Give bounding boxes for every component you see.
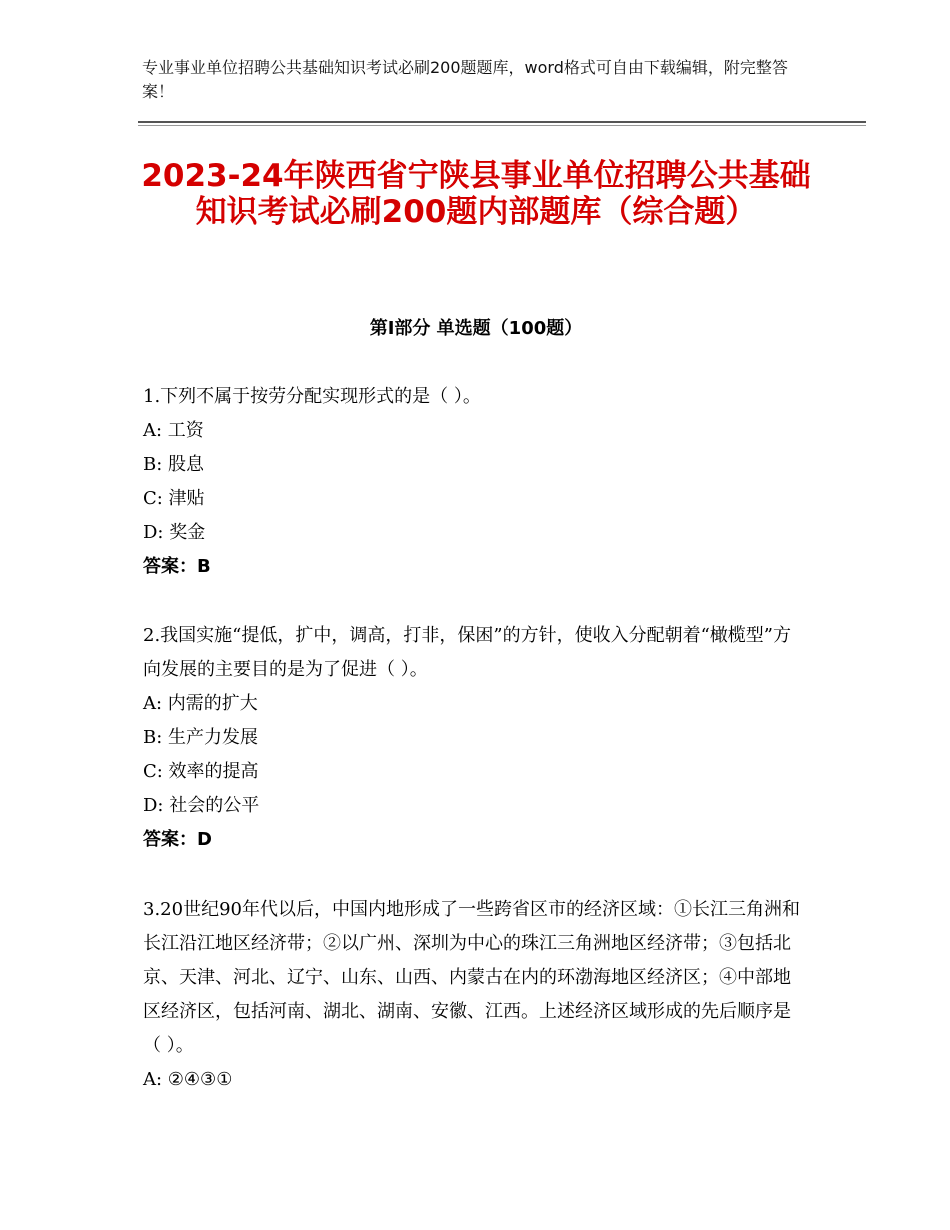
question-3 bbox=[143, 893, 808, 1097]
answer: 答案：D bbox=[143, 829, 212, 850]
answer: 答案：B bbox=[143, 556, 211, 577]
question-1 bbox=[143, 380, 808, 584]
header-divider bbox=[138, 121, 866, 123]
section-title: 第Ⅰ部分 单选题（100题） bbox=[369, 318, 583, 339]
option-b: B: 生产力发展 bbox=[143, 727, 259, 748]
question-text: 3.20世纪90年代以后，中国内地形成了一些跨省区市的经济区域：①长江三角洲和长江沿江地区经济带；②以广州、深圳为中心的珠江三角洲地区经济带；③包括北京、天津、河北、辽宁、山东、山西、内蒙古在内的环渤海地区经济区；④中部地区经济区，包括河南、湖北、湖南、安徽、江西。上述经济区域形成的先后顺序是（ ）。 bbox=[143, 899, 800, 1056]
question-text: 1.下列不属于按劳分配实现形式的是（ ）。 bbox=[143, 386, 481, 407]
option-a: A: 工资 bbox=[143, 420, 204, 441]
document-title: 2023-24年陕西省宁陕县事业单位招聘公共基础知识考试必刷200题内部题库（综合题） bbox=[141, 158, 811, 230]
option-d: D: 奖金 bbox=[143, 522, 206, 543]
option-d: D: 社会的公平 bbox=[143, 795, 260, 816]
option-a: A: 内需的扩大 bbox=[143, 693, 258, 714]
question-text: 2.我国实施“提低，扩中，调高，打非，保困”的方针，使收入分配朝着“橄榄型”方向发展的主要目的是为了促进（ ）。 bbox=[143, 625, 791, 680]
question-2 bbox=[143, 619, 808, 857]
option-a: A: ②④③① bbox=[143, 1069, 233, 1090]
option-b: B: 股息 bbox=[143, 454, 205, 475]
header-divider-thin bbox=[138, 125, 866, 126]
option-c: C: 津贴 bbox=[143, 488, 205, 509]
option-c: C: 效率的提高 bbox=[143, 761, 259, 782]
header-note: 专业事业单位招聘公共基础知识考试必刷200题题库，word格式可自由下载编辑，附完整答案！ bbox=[142, 58, 788, 101]
